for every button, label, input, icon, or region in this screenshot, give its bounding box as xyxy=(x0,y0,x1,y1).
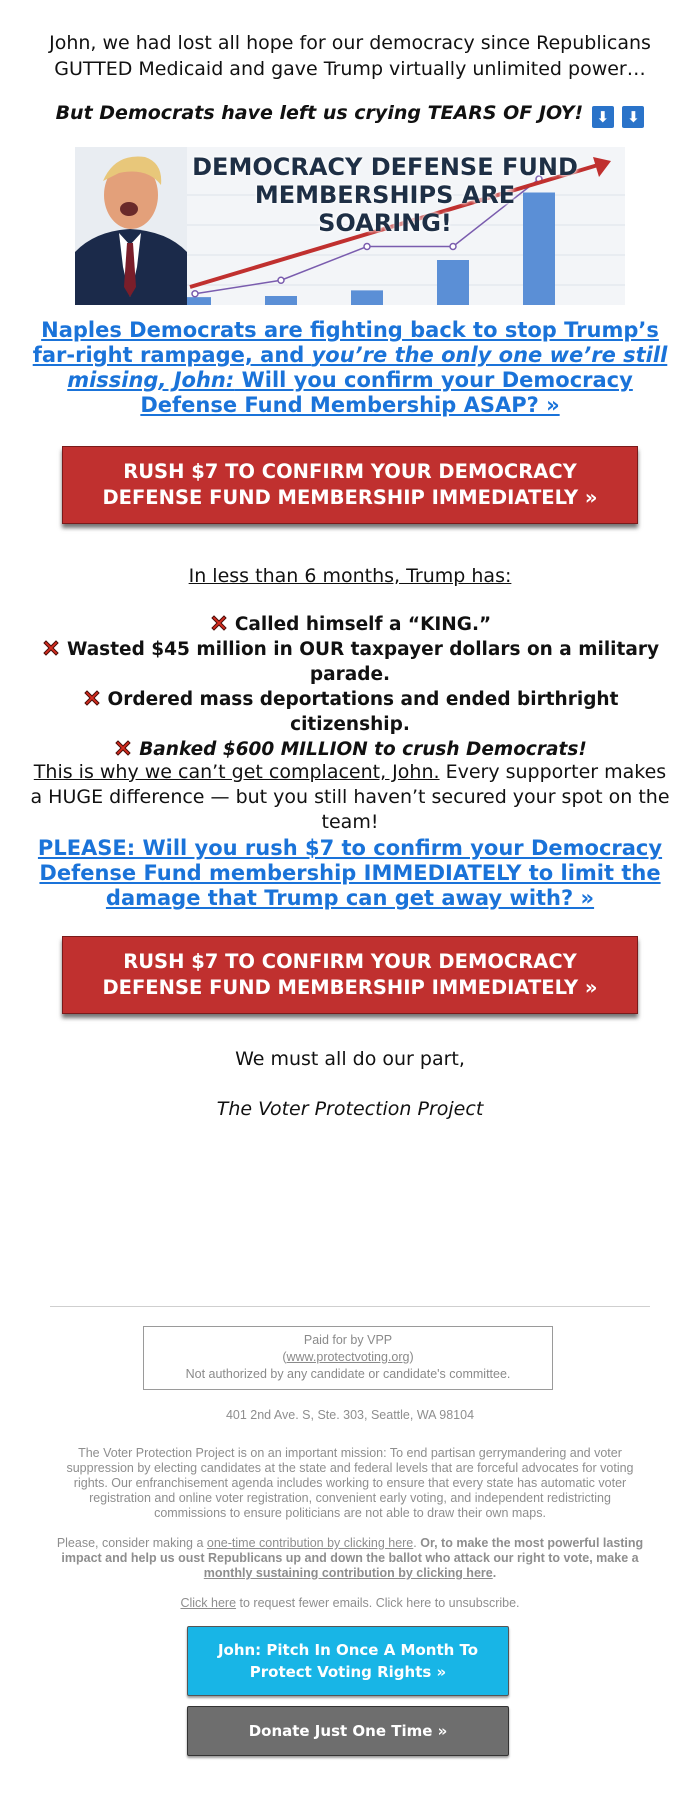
paid-for-url-line xyxy=(144,1349,552,1366)
list-item xyxy=(30,687,670,737)
cross-mark-icon xyxy=(82,688,102,708)
hero-title-line: SOARING! xyxy=(318,209,452,237)
complacent-rest: Every supporter makes a HUGE difference — but you still haven’t secured your spot on the team! xyxy=(30,761,670,833)
cross-mark-icon xyxy=(41,638,61,658)
cross-mark-icon xyxy=(113,738,133,758)
cta-link-part[interactable]: Will you confirm your Democracy Defense Fund Membership ASAP? » xyxy=(140,368,633,417)
chart-point xyxy=(450,244,456,250)
contribute-text: Please, consider making a xyxy=(56,1536,207,1550)
list-item xyxy=(30,637,670,687)
unsubscribe-text[interactable]: to request fewer emails. Click here to unsubscribe. xyxy=(236,1596,520,1610)
paid-for-box xyxy=(143,1326,553,1390)
chart-bar xyxy=(437,260,469,305)
bullet-list xyxy=(30,612,670,762)
chart-bar xyxy=(265,296,297,305)
section-heading: In less than 6 months, Trump has: xyxy=(188,565,512,587)
paid-for-disclaimer: Not authorized by any candidate or candidate's committee. xyxy=(185,1367,511,1381)
hero-title-line: DEMOCRACY DEFENSE FUND xyxy=(192,153,578,181)
contribute-text: . xyxy=(413,1536,421,1550)
paren: ) xyxy=(409,1350,414,1364)
hero-image[interactable] xyxy=(75,147,625,305)
cta-link-emphasis[interactable]: you’re the only one we’re still missing, John: xyxy=(67,343,668,392)
tears-text: But Democrats have left us crying TEARS OF JOY! xyxy=(55,102,584,124)
contribute-paragraph xyxy=(55,1536,645,1581)
cta-link-part[interactable]: Naples Democrats are fighting back to stop Trump’s far-right rampage, and xyxy=(32,318,659,367)
footer-divider xyxy=(50,1306,650,1307)
cross-mark-icon xyxy=(209,613,229,633)
monthly-contribution-link[interactable]: monthly sustaining contribution by clicking here xyxy=(203,1566,493,1580)
address: 401 2nd Ave. S, Ste. 303, Seattle, WA 98104 xyxy=(225,1408,475,1422)
fewer-emails-link[interactable]: Click here xyxy=(180,1596,237,1610)
contribute-text: . xyxy=(492,1566,497,1580)
list-item-text: Ordered mass deportations and ended birthright citizenship. xyxy=(107,689,619,735)
chart-point xyxy=(192,291,198,297)
contribute-bold-text: Or, to make the most powerful lasting impact and help us oust Republicans up and down the ballot who attack our right to vote, make a xyxy=(61,1536,644,1565)
intro-text: John, we had lost all hope for our democracy since Republicans GUTTED Medicaid and gave Trump virtually unlimited power… xyxy=(49,32,651,80)
one-time-contribution-link[interactable]: one-time contribution by clicking here xyxy=(206,1536,414,1550)
complacent-paragraph xyxy=(30,760,670,835)
cta-link-confirm-membership[interactable] xyxy=(28,318,672,418)
website-link[interactable]: www.protectvoting.org xyxy=(286,1350,410,1364)
arrow-down-icon: ⬇ xyxy=(622,106,644,128)
signature: The Voter Protection Project xyxy=(216,1098,484,1120)
list-item-text: Called himself a “KING.” xyxy=(234,614,492,635)
hero-title-line: MEMBERSHIPS ARE xyxy=(254,181,516,209)
tears-headline xyxy=(40,102,660,128)
rush-donate-button[interactable]: RUSH $7 TO CONFIRM YOUR DEMOCRACY DEFENSE FUND MEMBERSHIP IMMEDIATELY » xyxy=(62,936,638,1014)
list-item xyxy=(30,737,670,762)
list-item xyxy=(30,612,670,637)
unsubscribe-line xyxy=(55,1596,645,1611)
list-item-text: Wasted $45 million in OUR taxpayer dollars on a military parade. xyxy=(66,639,660,685)
list-item-text: Banked $600 MILLION to crush Democrats! xyxy=(139,739,587,760)
paren: ( xyxy=(282,1350,287,1364)
cta-link-rush-membership[interactable]: PLEASE: Will you rush $7 to confirm your Democracy Defense Fund membership IMMEDIATELY to limit the damage that Trump can get away with? » xyxy=(37,836,663,910)
chart-point xyxy=(364,244,370,250)
chart-point xyxy=(278,277,284,283)
paid-for-line: Paid for by VPP xyxy=(303,1333,393,1347)
signoff-text: We must all do our part, xyxy=(235,1048,465,1070)
complacent-underlined: This is why we can’t get complacent, John. xyxy=(33,761,440,783)
chart-bar xyxy=(351,290,383,305)
hero-title xyxy=(155,153,615,237)
arrow-down-icon: ⬇ xyxy=(592,106,614,128)
rush-donate-button[interactable]: RUSH $7 TO CONFIRM YOUR DEMOCRACY DEFENSE FUND MEMBERSHIP IMMEDIATELY » xyxy=(62,446,638,524)
mission-statement: The Voter Protection Project is on an important mission: To end partisan gerrymandering and voter suppression by electing candidates at the state and federal levels that are forceful advocates for voting rights. Our enfranchisement agenda includes working to ensure that every state has automatic voter registration and online voter registration, convenient early voting, and independent redistricting commissions to ensure politicians are not able to draw their own maps. xyxy=(66,1446,634,1520)
one-time-donate-button[interactable]: Donate Just One Time » xyxy=(187,1706,509,1756)
monthly-donate-button[interactable]: John: Pitch In Once A Month To Protect Voting Rights » xyxy=(187,1626,509,1696)
